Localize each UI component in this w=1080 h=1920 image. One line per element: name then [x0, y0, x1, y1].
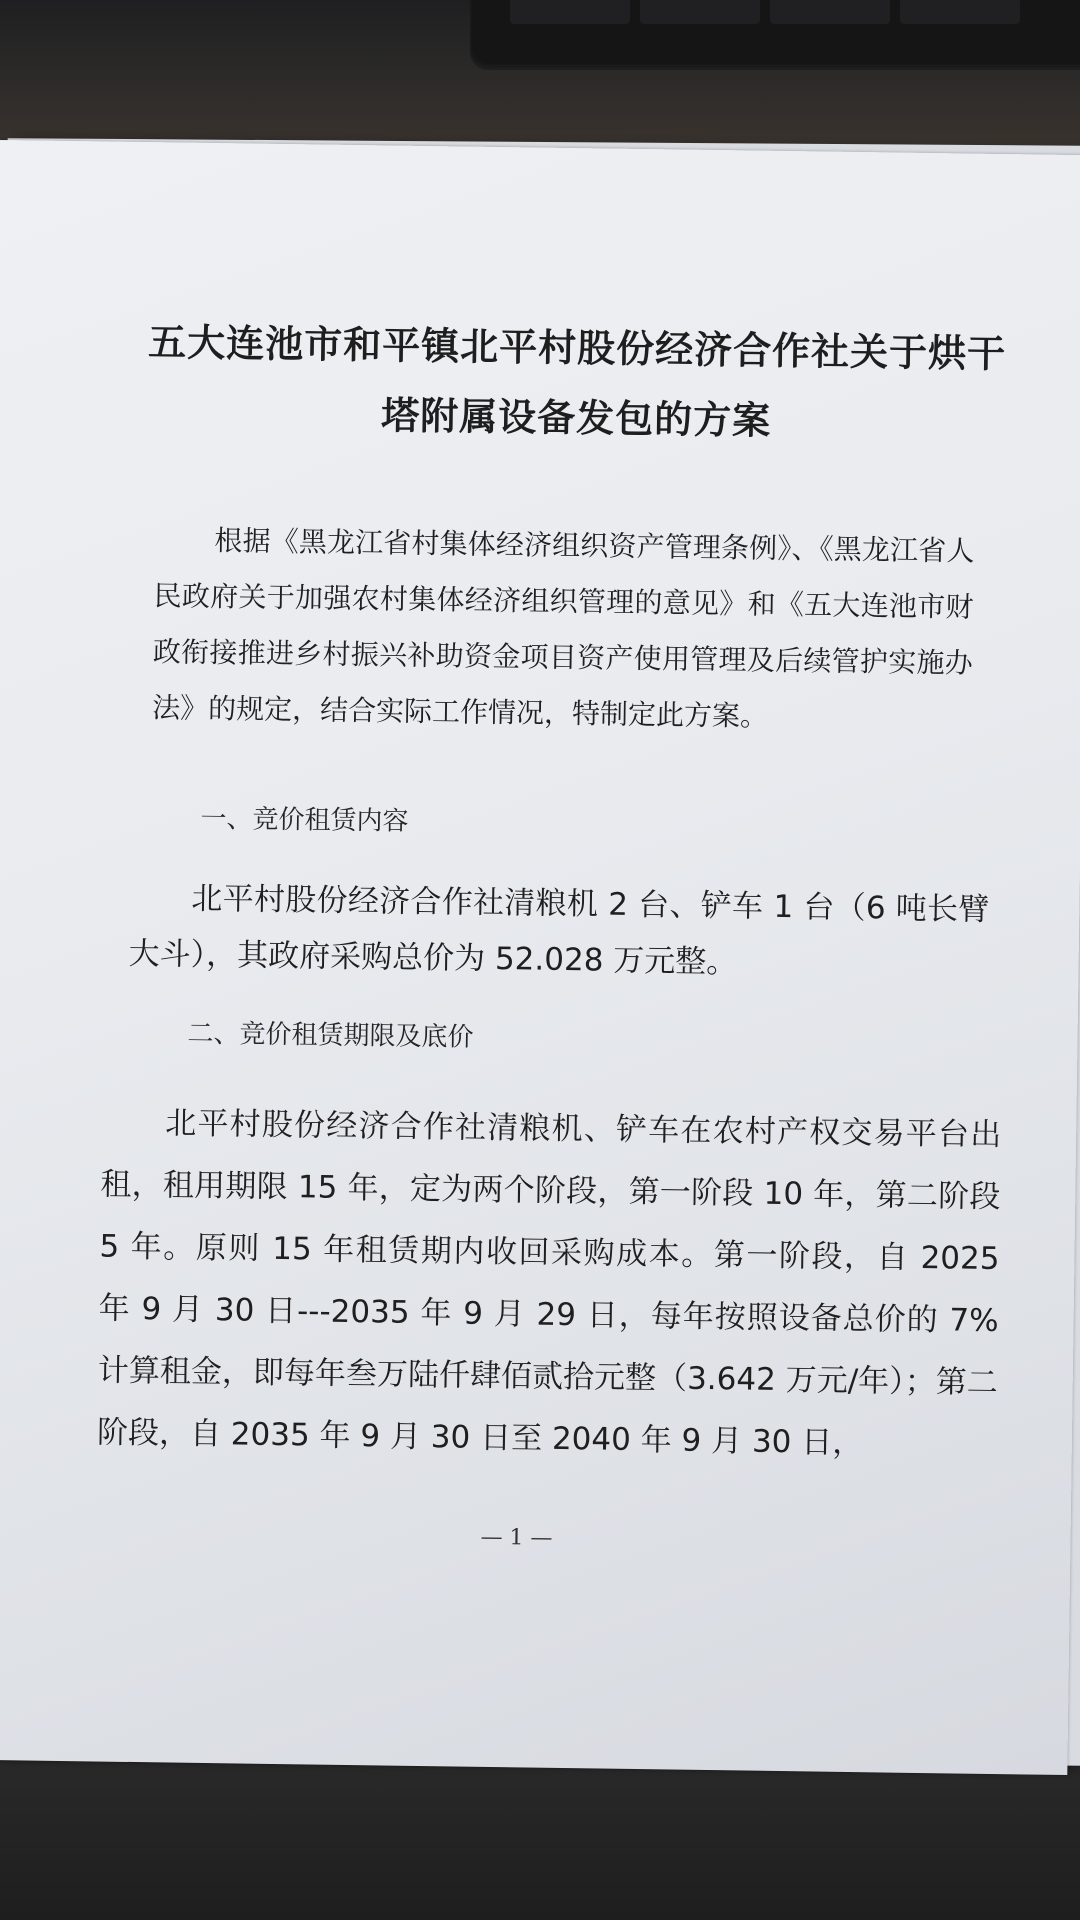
document-page [0, 140, 1080, 1775]
section-2-body: 北平村股份经济合作社清粮机、铲车在农村产权交易平台出租，租用期限 15 年，定为两个阶段，第一阶段 10 年，第二阶段 5 年。原则 15 年租赁期内收回采购成本。第一阶段，自 2025 年 9 月 30 日---2035 年 9 月 29 日，每年按照设备总价的 7%计算租金，即每年叁万陆仟肆佰贰拾元整（3.642 万元/年）；第二阶段，自 2035 年 9 月 30 日至 2040 年 9 月 30 日， [96, 1105, 1002, 1462]
section-1-body: 北平村股份经济合作社清粮机 2 台、铲车 1 台（6 吨长臂大斗），其政府采购总价为 52.028 万元整。 [128, 880, 990, 981]
page-number: — 1 — [480, 1524, 553, 1551]
intro-paragraph: 根据《黑龙江省村集体经济组织资产管理条例》、《黑龙江省人民政府关于加强农村集体经济组织管理的意见》和《五大连池市财政衔接推进乡村振兴补助资金项目资产使用管理及后续管护实施办法》的规定，结合实际工作情况，特制定此方案。 [151, 524, 975, 733]
document-title: 五大连池市和平镇北平村股份经济合作社关于烘干塔附属设备发包的方案 [147, 320, 1007, 443]
section-2-heading: 二、竞价租赁期限及底价 [187, 1018, 474, 1053]
desk-background-top [0, 0, 1080, 150]
section-1-heading: 一、竞价租赁内容 [200, 803, 409, 837]
keyboard [470, 0, 1080, 70]
